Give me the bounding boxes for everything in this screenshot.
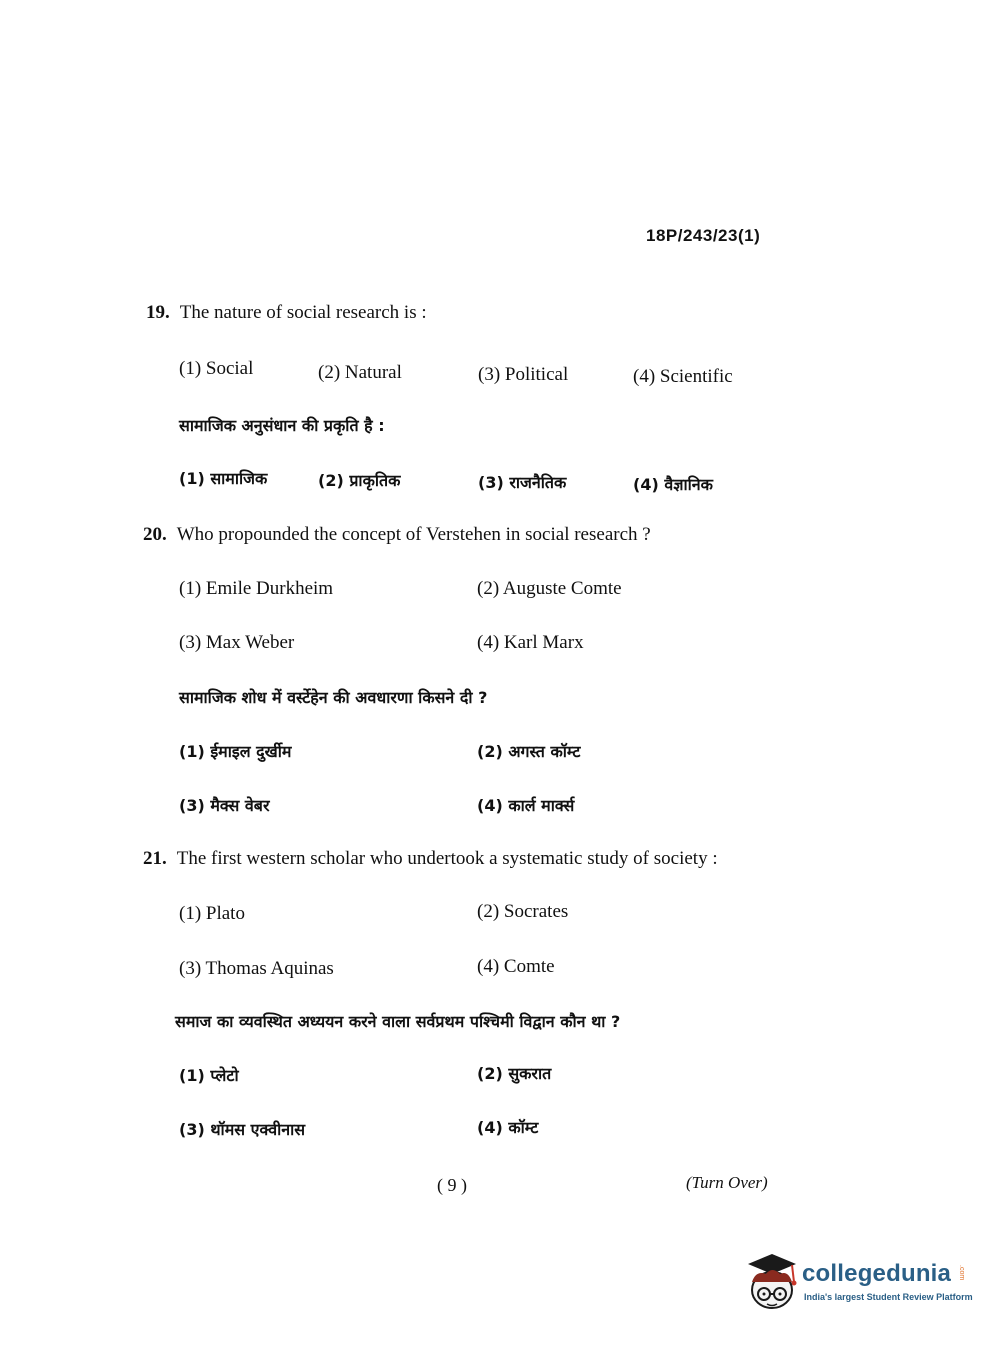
question-text-en: The nature of social research is : — [179, 302, 427, 323]
paper-code: 18P/243/23(1) — [646, 226, 761, 245]
option-hi-19-2: (2) प्राकृतिक — [318, 471, 401, 490]
question-text-en: The first western scholar who undertook a systematic study of society : — [176, 848, 718, 869]
question-number: 20. — [143, 524, 167, 545]
question-text-en: Who propounded the concept of Verstehen in social research ? — [176, 524, 651, 545]
turn-over-label: (Turn Over) — [686, 1173, 768, 1192]
option-hi-20-4: (4) कार्ल मार्क्स — [477, 796, 575, 815]
option-hi-21-2: (2) सुकरात — [477, 1064, 552, 1083]
option-20-4: (4) Karl Marx — [477, 632, 584, 653]
mascot-icon — [742, 1252, 800, 1312]
option-19-1: (1) Social — [179, 358, 254, 379]
option-21-2: (2) Socrates — [477, 901, 569, 922]
collegedunia-logo — [742, 1252, 973, 1314]
question-19 — [146, 302, 427, 324]
option-hi-19-1: (1) सामाजिक — [179, 469, 268, 488]
question-text-hi: सामाजिक अनुसंधान की प्रकृति है : — [179, 416, 385, 435]
option-hi-21-3: (3) थॉमस एक्वीनास — [179, 1120, 306, 1139]
option-hi-19-4: (4) वैज्ञानिक — [633, 475, 713, 494]
question-number: 19. — [146, 302, 170, 323]
option-20-1: (1) Emile Durkheim — [179, 578, 334, 599]
question-number: 21. — [143, 848, 167, 869]
option-21-1: (1) Plato — [179, 903, 245, 924]
logo-name: collegedunia — [802, 1260, 952, 1287]
question-text-hi: समाज का व्यवस्थित अध्ययन करने वाला सर्वप्रथम पश्चिमी विद्वान कौन था ? — [175, 1012, 621, 1031]
option-hi-20-3: (3) मैक्स वेबर — [179, 796, 270, 815]
option-19-4: (4) Scientific — [633, 366, 733, 387]
option-19-3: (3) Political — [478, 364, 569, 385]
logo-tagline: India's largest Student Review Platform — [804, 1292, 973, 1302]
page-number: ( 9 ) — [437, 1175, 467, 1195]
option-21-3: (3) Thomas Aquinas — [179, 958, 334, 979]
question-20 — [143, 524, 651, 546]
logo-suffix: .com — [958, 1265, 965, 1281]
option-19-2: (2) Natural — [318, 362, 402, 383]
option-hi-21-4: (4) कॉम्ट — [477, 1118, 539, 1137]
option-20-2: (2) Auguste Comte — [477, 578, 622, 599]
option-hi-20-1: (1) ईमाइल दुर्खीम — [179, 742, 292, 761]
option-20-3: (3) Max Weber — [179, 632, 295, 653]
question-text-hi: सामाजिक शोध में वर्स्टेहेन की अवधारणा किसने दी ? — [179, 688, 488, 707]
question-21 — [143, 848, 718, 870]
option-hi-20-2: (2) अगस्त कॉम्ट — [477, 742, 581, 761]
option-hi-19-3: (3) राजनैतिक — [478, 473, 567, 492]
option-hi-21-1: (1) प्लेटो — [179, 1066, 239, 1085]
option-21-4: (4) Comte — [477, 956, 555, 977]
